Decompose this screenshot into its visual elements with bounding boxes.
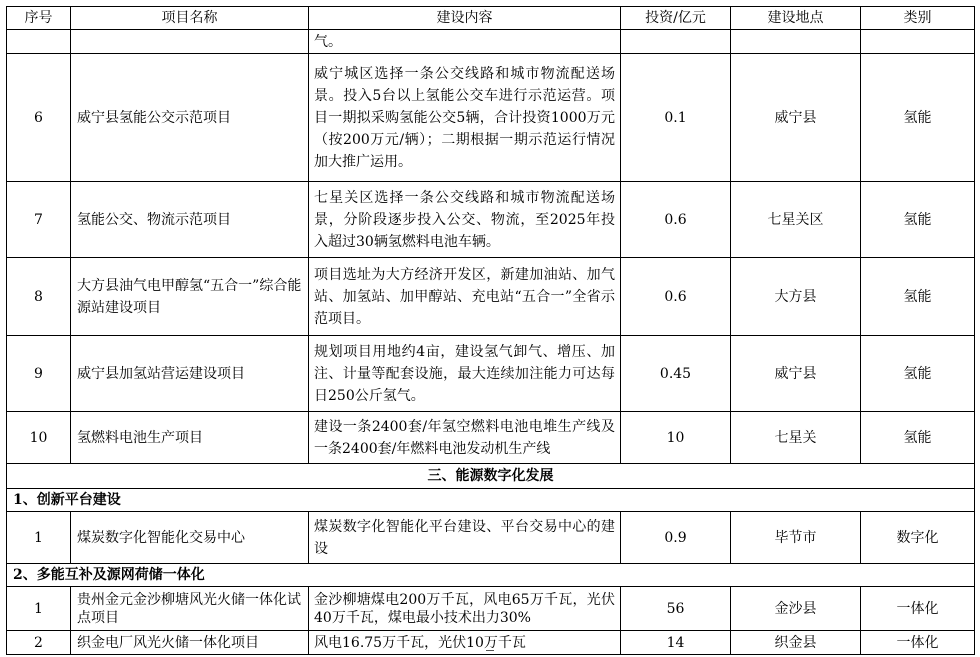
header-place: 建设地点 bbox=[731, 7, 861, 30]
section-title: 三、能源数字化发展 bbox=[7, 464, 975, 489]
table-row bbox=[7, 30, 975, 54]
row-invest: 14 bbox=[621, 631, 731, 655]
row-invest: 56 bbox=[621, 587, 731, 631]
row-no: 10 bbox=[7, 412, 71, 464]
project-table bbox=[6, 6, 975, 655]
row-content: 建设一条2400套/年氢空燃料电池电堆生产线及一条2400套/年燃料电池发动机生产线 bbox=[309, 412, 621, 464]
row-place: 七星关 bbox=[731, 412, 861, 464]
row-name: 氢能公交、物流示范项目 bbox=[71, 182, 309, 258]
row-invest: 0.6 bbox=[621, 182, 731, 258]
row-content: 规划项目用地约4亩，建设氢气卸气、增压、加注、计量等配套设施，最大连续加注能力可达每日250公斤氢气。 bbox=[309, 336, 621, 412]
table-row bbox=[7, 336, 975, 412]
row-no: 8 bbox=[7, 258, 71, 336]
row-name: 大方县油气电甲醇氢“五合一”综合能源站建设项目 bbox=[71, 258, 309, 336]
table-row bbox=[7, 512, 975, 564]
subsection-title: 1、创新平台建设 bbox=[7, 489, 975, 512]
row-place: 织金县 bbox=[731, 631, 861, 655]
row-no: 1 bbox=[7, 512, 71, 564]
row-no: 1 bbox=[7, 587, 71, 631]
table-row bbox=[7, 587, 975, 631]
row-content: 项目选址为大方经济开发区，新建加油站、加气站、加氢站、加甲醇站、充电站“五合一”全省示范项目。 bbox=[309, 258, 621, 336]
row-name: 威宁县加氢站营运建设项目 bbox=[71, 336, 309, 412]
row-name: 织金电厂风光火储一体化项目 bbox=[71, 631, 309, 655]
row-no: 2 bbox=[7, 631, 71, 655]
row-place: 七星关区 bbox=[731, 182, 861, 258]
row-place: 毕节市 bbox=[731, 512, 861, 564]
row-type: 氢能 bbox=[861, 336, 975, 412]
row-name: 氢燃料电池生产项目 bbox=[71, 412, 309, 464]
row-name: 威宁县氢能公交示范项目 bbox=[71, 54, 309, 182]
row-place: 威宁县 bbox=[731, 336, 861, 412]
row-invest: 0.1 bbox=[621, 54, 731, 182]
row-content: 威宁城区选择一条公交线路和城市物流配送场景。投入5台以上氢能公交车进行示范运营。项目一期拟采购氢能公交5辆，合计投资1000万元（按200万元/辆）；二期根据一期示范运行情况加大推广运用。 bbox=[309, 54, 621, 182]
row-type: 氢能 bbox=[861, 54, 975, 182]
table-row bbox=[7, 182, 975, 258]
row-no: 6 bbox=[7, 54, 71, 182]
header-no: 序号 bbox=[7, 7, 71, 30]
table-row bbox=[7, 54, 975, 182]
table-header-row bbox=[7, 7, 975, 30]
header-type: 类别 bbox=[861, 7, 975, 30]
header-name: 项目名称 bbox=[71, 7, 309, 30]
subsection-heading-row bbox=[7, 564, 975, 587]
row-content: 煤炭数字化智能化平台建设、平台交易中心的建设 bbox=[309, 512, 621, 564]
row-place: 金沙县 bbox=[731, 587, 861, 631]
row-place: 威宁县 bbox=[731, 54, 861, 182]
row-type: 一体化 bbox=[861, 587, 975, 631]
row-invest: 0.9 bbox=[621, 512, 731, 564]
row-no: 7 bbox=[7, 182, 71, 258]
row-invest: 0.6 bbox=[621, 258, 731, 336]
continuation-text: 气。 bbox=[309, 30, 621, 54]
table-row bbox=[7, 412, 975, 464]
row-type: 氢能 bbox=[861, 412, 975, 464]
row-invest: 0.45 bbox=[621, 336, 731, 412]
row-content: 七星关区选择一条公交线路和城市物流配送场景，分阶段逐步投入公交、物流，至2025年投入超过30辆氢燃料电池车辆。 bbox=[309, 182, 621, 258]
subsection-title: 2、多能互补及源网荷储一体化 bbox=[7, 564, 975, 587]
row-name: 贵州金元金沙柳塘风光火储一体化试点项目 bbox=[71, 587, 309, 631]
row-type: 数字化 bbox=[861, 512, 975, 564]
table-row bbox=[7, 258, 975, 336]
row-invest: 10 bbox=[621, 412, 731, 464]
row-name: 煤炭数字化智能化交易中心 bbox=[71, 512, 309, 564]
row-content: 金沙柳塘煤电200万千瓦，风电65万千瓦，光伏40万千瓦，煤电最小技术出力30% bbox=[309, 587, 621, 631]
subsection-heading-row bbox=[7, 489, 975, 512]
row-no: 9 bbox=[7, 336, 71, 412]
row-type: 一体化 bbox=[861, 631, 975, 655]
row-type: 氢能 bbox=[861, 182, 975, 258]
section-heading-row bbox=[7, 464, 975, 489]
row-content: 风电16.75万千瓦，光伏10万千瓦 bbox=[309, 631, 621, 655]
page-number-mark bbox=[486, 650, 494, 651]
header-invest: 投资/亿元 bbox=[621, 7, 731, 30]
row-place: 大方县 bbox=[731, 258, 861, 336]
header-content: 建设内容 bbox=[309, 7, 621, 30]
row-type: 氢能 bbox=[861, 258, 975, 336]
